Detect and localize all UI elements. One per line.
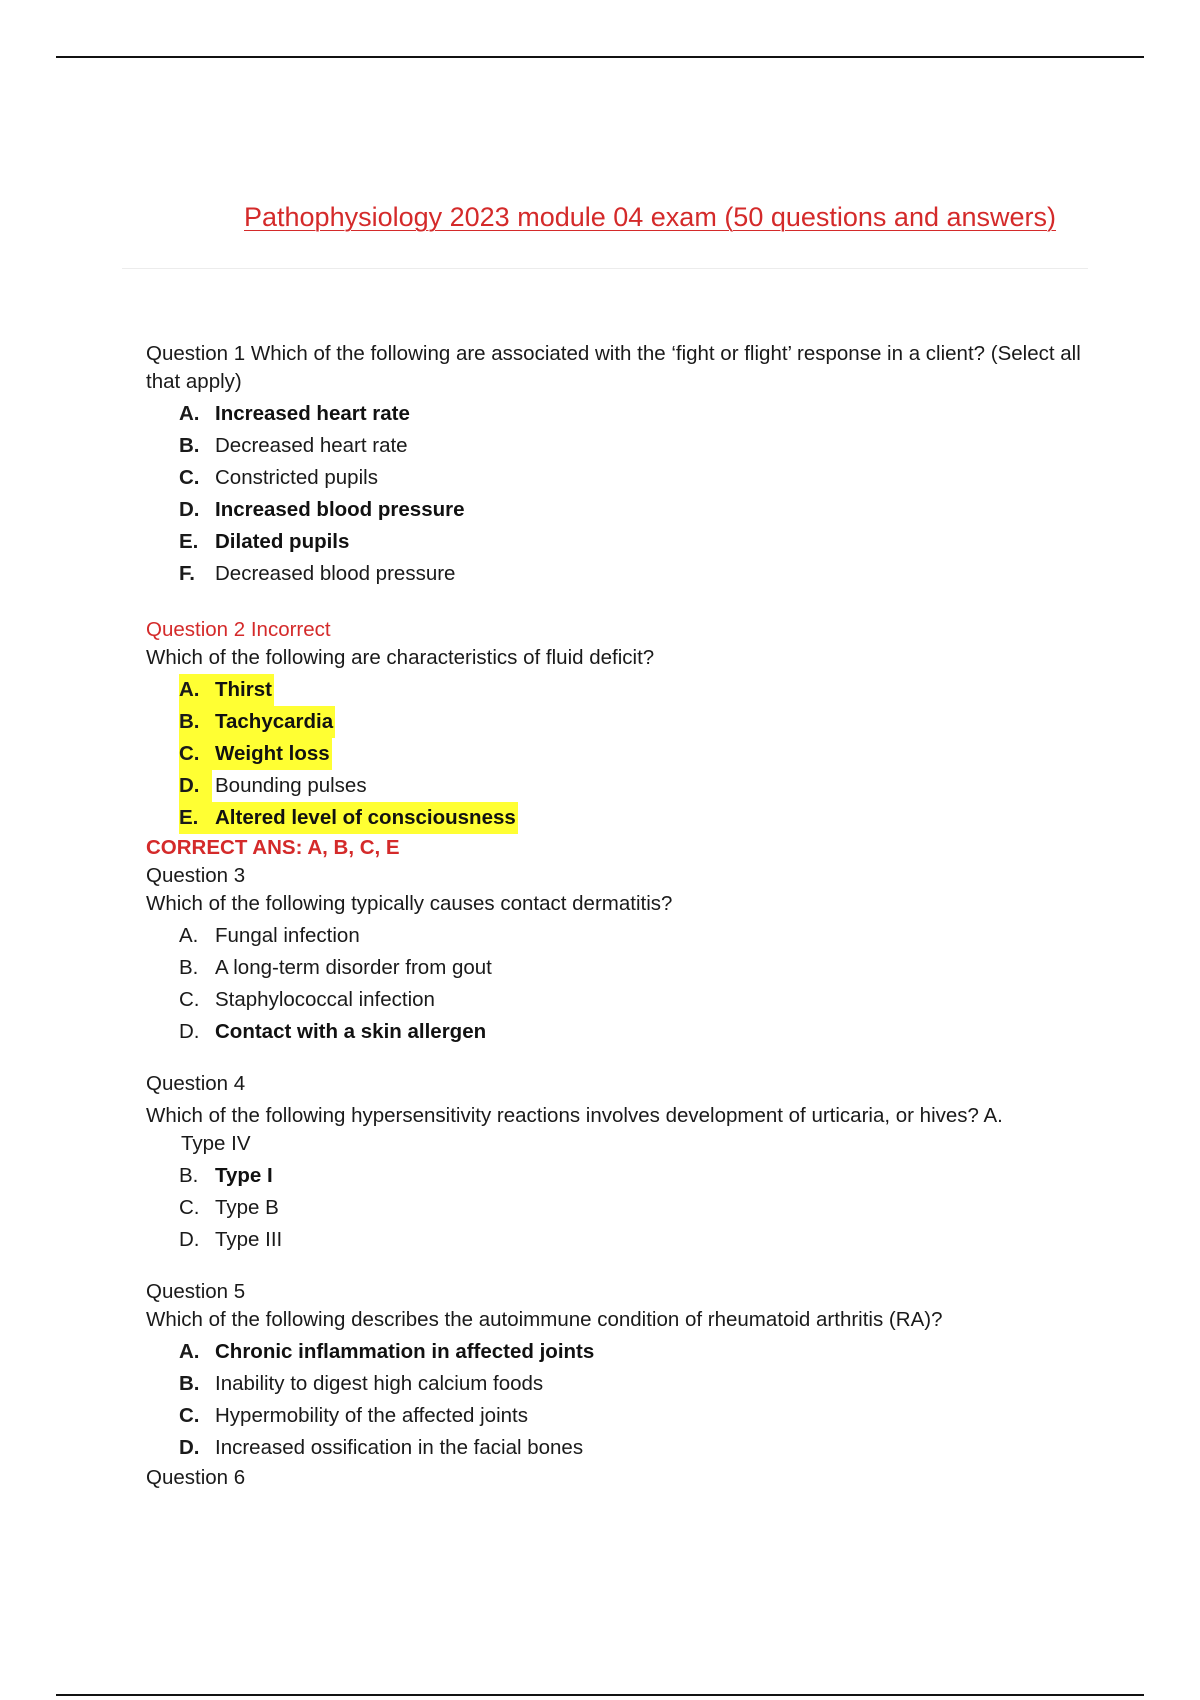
q1-option-f [179, 558, 1086, 590]
option-text: Increased ossification in the facial bones [215, 1436, 584, 1459]
spacer [146, 1048, 1086, 1070]
question-5-text: Which of the following describes the autoimmune condition of rheumatoid arthritis (RA)? [146, 1308, 943, 1331]
question-5-label: Question 5 [146, 1280, 246, 1303]
question-5 [146, 1278, 1086, 1492]
q4-option-c [179, 1192, 1086, 1224]
question-5-options [146, 1336, 1086, 1464]
option-letter: C. [179, 1196, 200, 1219]
option-letter: B. [179, 1164, 199, 1187]
option-text: Constricted pupils [215, 466, 378, 489]
highlight [179, 738, 332, 770]
option-letter: E. [179, 530, 199, 553]
option-text: Weight loss [215, 742, 330, 765]
option-text: Fungal infection [215, 924, 360, 947]
correct-answer: CORRECT ANS: A, B, C, E [146, 836, 400, 859]
q4-option-b [179, 1160, 1086, 1192]
q5-option-d [179, 1432, 1086, 1464]
option-text: Type III [215, 1228, 283, 1251]
question-1-options [146, 398, 1086, 590]
option-letter: D. [179, 1020, 200, 1043]
q5-option-b [179, 1368, 1086, 1400]
highlight [179, 674, 274, 706]
option-letter: B. [179, 434, 200, 457]
question-2 [146, 616, 1086, 862]
option-text: Contact with a skin allergen [215, 1020, 487, 1043]
option-letter: B. [179, 1372, 200, 1395]
option-text: Altered level of consciousness [215, 806, 516, 829]
question-2-options [146, 674, 1086, 834]
option-letter: E. [179, 806, 199, 829]
q3-option-b [179, 952, 1086, 984]
option-letter: C. [179, 988, 200, 1011]
option-letter: A. [179, 924, 199, 947]
question-2-label: Question 2 Incorrect [146, 618, 331, 641]
question-4-text-continued: Type IV [181, 1132, 251, 1155]
highlight [179, 802, 518, 834]
exam-content [146, 340, 1086, 1492]
option-text: Thirst [215, 678, 272, 701]
question-3-text: Which of the following typically causes contact dermatitis? [146, 892, 673, 915]
q2-option-c [179, 738, 1086, 770]
option-text: Increased blood pressure [215, 498, 465, 521]
option-letter: A. [179, 402, 200, 425]
option-text: Dilated pupils [215, 530, 350, 553]
option-text: Increased heart rate [215, 402, 410, 425]
option-letter: C. [179, 466, 200, 489]
question-3 [146, 862, 1086, 1048]
q1-option-d [179, 494, 1086, 526]
option-letter: C. [179, 1404, 200, 1427]
option-letter: A. [179, 1340, 200, 1363]
q4-option-d [179, 1224, 1086, 1256]
option-letter: D. [179, 770, 212, 802]
question-6-label: Question 6 [146, 1466, 246, 1489]
option-text: Inability to digest high calcium foods [215, 1372, 544, 1395]
question-4 [146, 1070, 1086, 1256]
option-text: Staphylococcal infection [215, 988, 435, 1011]
highlight [179, 706, 335, 738]
option-letter: D. [179, 498, 200, 521]
footer-rule [56, 1694, 1144, 1696]
option-text: A long-term disorder from gout [215, 956, 492, 979]
option-letter: B. [179, 956, 199, 979]
option-text: Tachycardia [215, 710, 334, 733]
q1-option-a [179, 398, 1086, 430]
option-letter: F. [179, 562, 195, 585]
option-letter: D. [179, 1436, 200, 1459]
option-text: Bounding pulses [215, 774, 367, 797]
q1-option-c [179, 462, 1086, 494]
question-3-options [146, 920, 1086, 1048]
question-3-label: Question 3 [146, 864, 246, 887]
option-letter: D. [179, 1228, 200, 1251]
option-letter: A. [179, 678, 200, 701]
document-title: Pathophysiology 2023 module 04 exam (50 questions and answers) [244, 202, 1057, 232]
question-4-options [146, 1160, 1086, 1256]
q2-option-e [179, 802, 1086, 834]
option-letter: B. [179, 710, 200, 733]
q5-option-a [179, 1336, 1086, 1368]
question-4-label: Question 4 [146, 1072, 246, 1095]
q2-option-d [179, 770, 1086, 802]
question-4-text: Which of the following hypersensitivity reactions involves development of urticaria, or hives? A. [146, 1104, 1003, 1127]
option-text: Type I [215, 1164, 273, 1187]
option-text: Decreased heart rate [215, 434, 408, 457]
q3-option-a [179, 920, 1086, 952]
question-1 [146, 340, 1086, 590]
option-text: Chronic inflammation in affected joints [215, 1340, 595, 1363]
q1-option-e [179, 526, 1086, 558]
spacer [146, 1256, 1086, 1278]
header-rule [56, 56, 1144, 58]
spacer [146, 590, 1086, 616]
q2-option-a [179, 674, 1086, 706]
question-2-text: Which of the following are characteristics of fluid deficit? [146, 646, 655, 669]
q3-option-c [179, 984, 1086, 1016]
q3-option-d [179, 1016, 1086, 1048]
q1-option-b [179, 430, 1086, 462]
q2-option-b [179, 706, 1086, 738]
title-separator [122, 268, 1088, 269]
q5-option-c [179, 1400, 1086, 1432]
option-text: Type B [215, 1196, 279, 1219]
question-1-text: Question 1 Which of the following are associated with the ‘fight or flight’ response in a client? (Select all that apply) [146, 342, 1081, 393]
option-text: Decreased blood pressure [215, 562, 456, 585]
option-text: Hypermobility of the affected joints [215, 1404, 528, 1427]
option-letter: C. [179, 742, 200, 765]
